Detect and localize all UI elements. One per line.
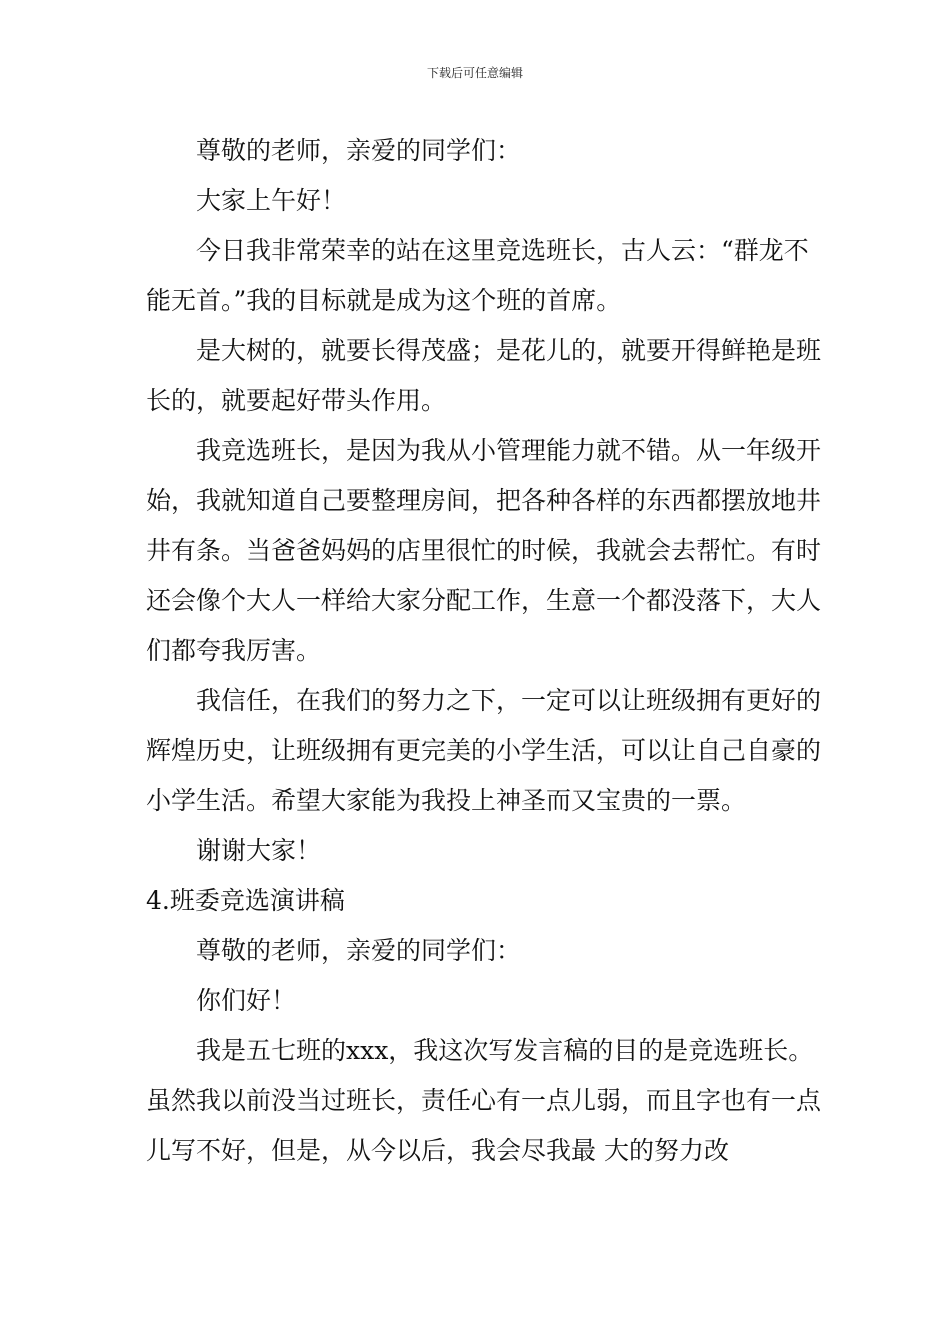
salutation: 尊敬的老师，亲爱的同学们： <box>196 136 522 165</box>
greeting: 大家上午好！ <box>196 186 347 215</box>
paragraph: 今日我非常荣幸的站在这里竞选班长，古人云：“群龙不能无首。”我的目标就是成为这个班的首席。 <box>146 236 809 315</box>
document-body <box>146 126 826 1176</box>
page-header-note: 下载后可任意编辑 <box>426 66 523 80</box>
salutation: 尊敬的老师，亲爱的同学们： <box>196 936 522 965</box>
paragraph: 是大树的，就要长得茂盛；是花儿的，就要开得鲜艳是班长的，就要起好带头作用。 <box>146 336 822 415</box>
paragraph: 我信任，在我们的努力之下，一定可以让班级拥有更好的辉煌历史，让班级拥有更完美的小学生活，可以让自己自豪的小学生活。希望大家能为我投上神圣而又宝贵的一票。 <box>146 686 822 815</box>
closing-thanks: 谢谢大家！ <box>196 836 322 865</box>
greeting: 你们好！ <box>196 986 297 1015</box>
paragraph: 我是五七班的xxx，我这次写发言稿的目的是竞选班长。虽然我以前没当过班长，责任心有一点儿弱，而且字也有一点儿写不好，但是，从今以后，我会尽我最 大的努力改 <box>146 1036 822 1165</box>
paragraph: 我竞选班长，是因为我从小管理能力就不错。从一年级开始，我就知道自己要整理房间，把各种各样的东西都摆放地井井有条。当爸爸妈妈的店里很忙的时候，我就会去帮忙。有时还会像个大人一样给大家分配工作，生意一个都没落下，大人们都夸我厉害。 <box>146 436 822 665</box>
section-heading: 4.班委竞选演讲稿 <box>146 886 345 915</box>
